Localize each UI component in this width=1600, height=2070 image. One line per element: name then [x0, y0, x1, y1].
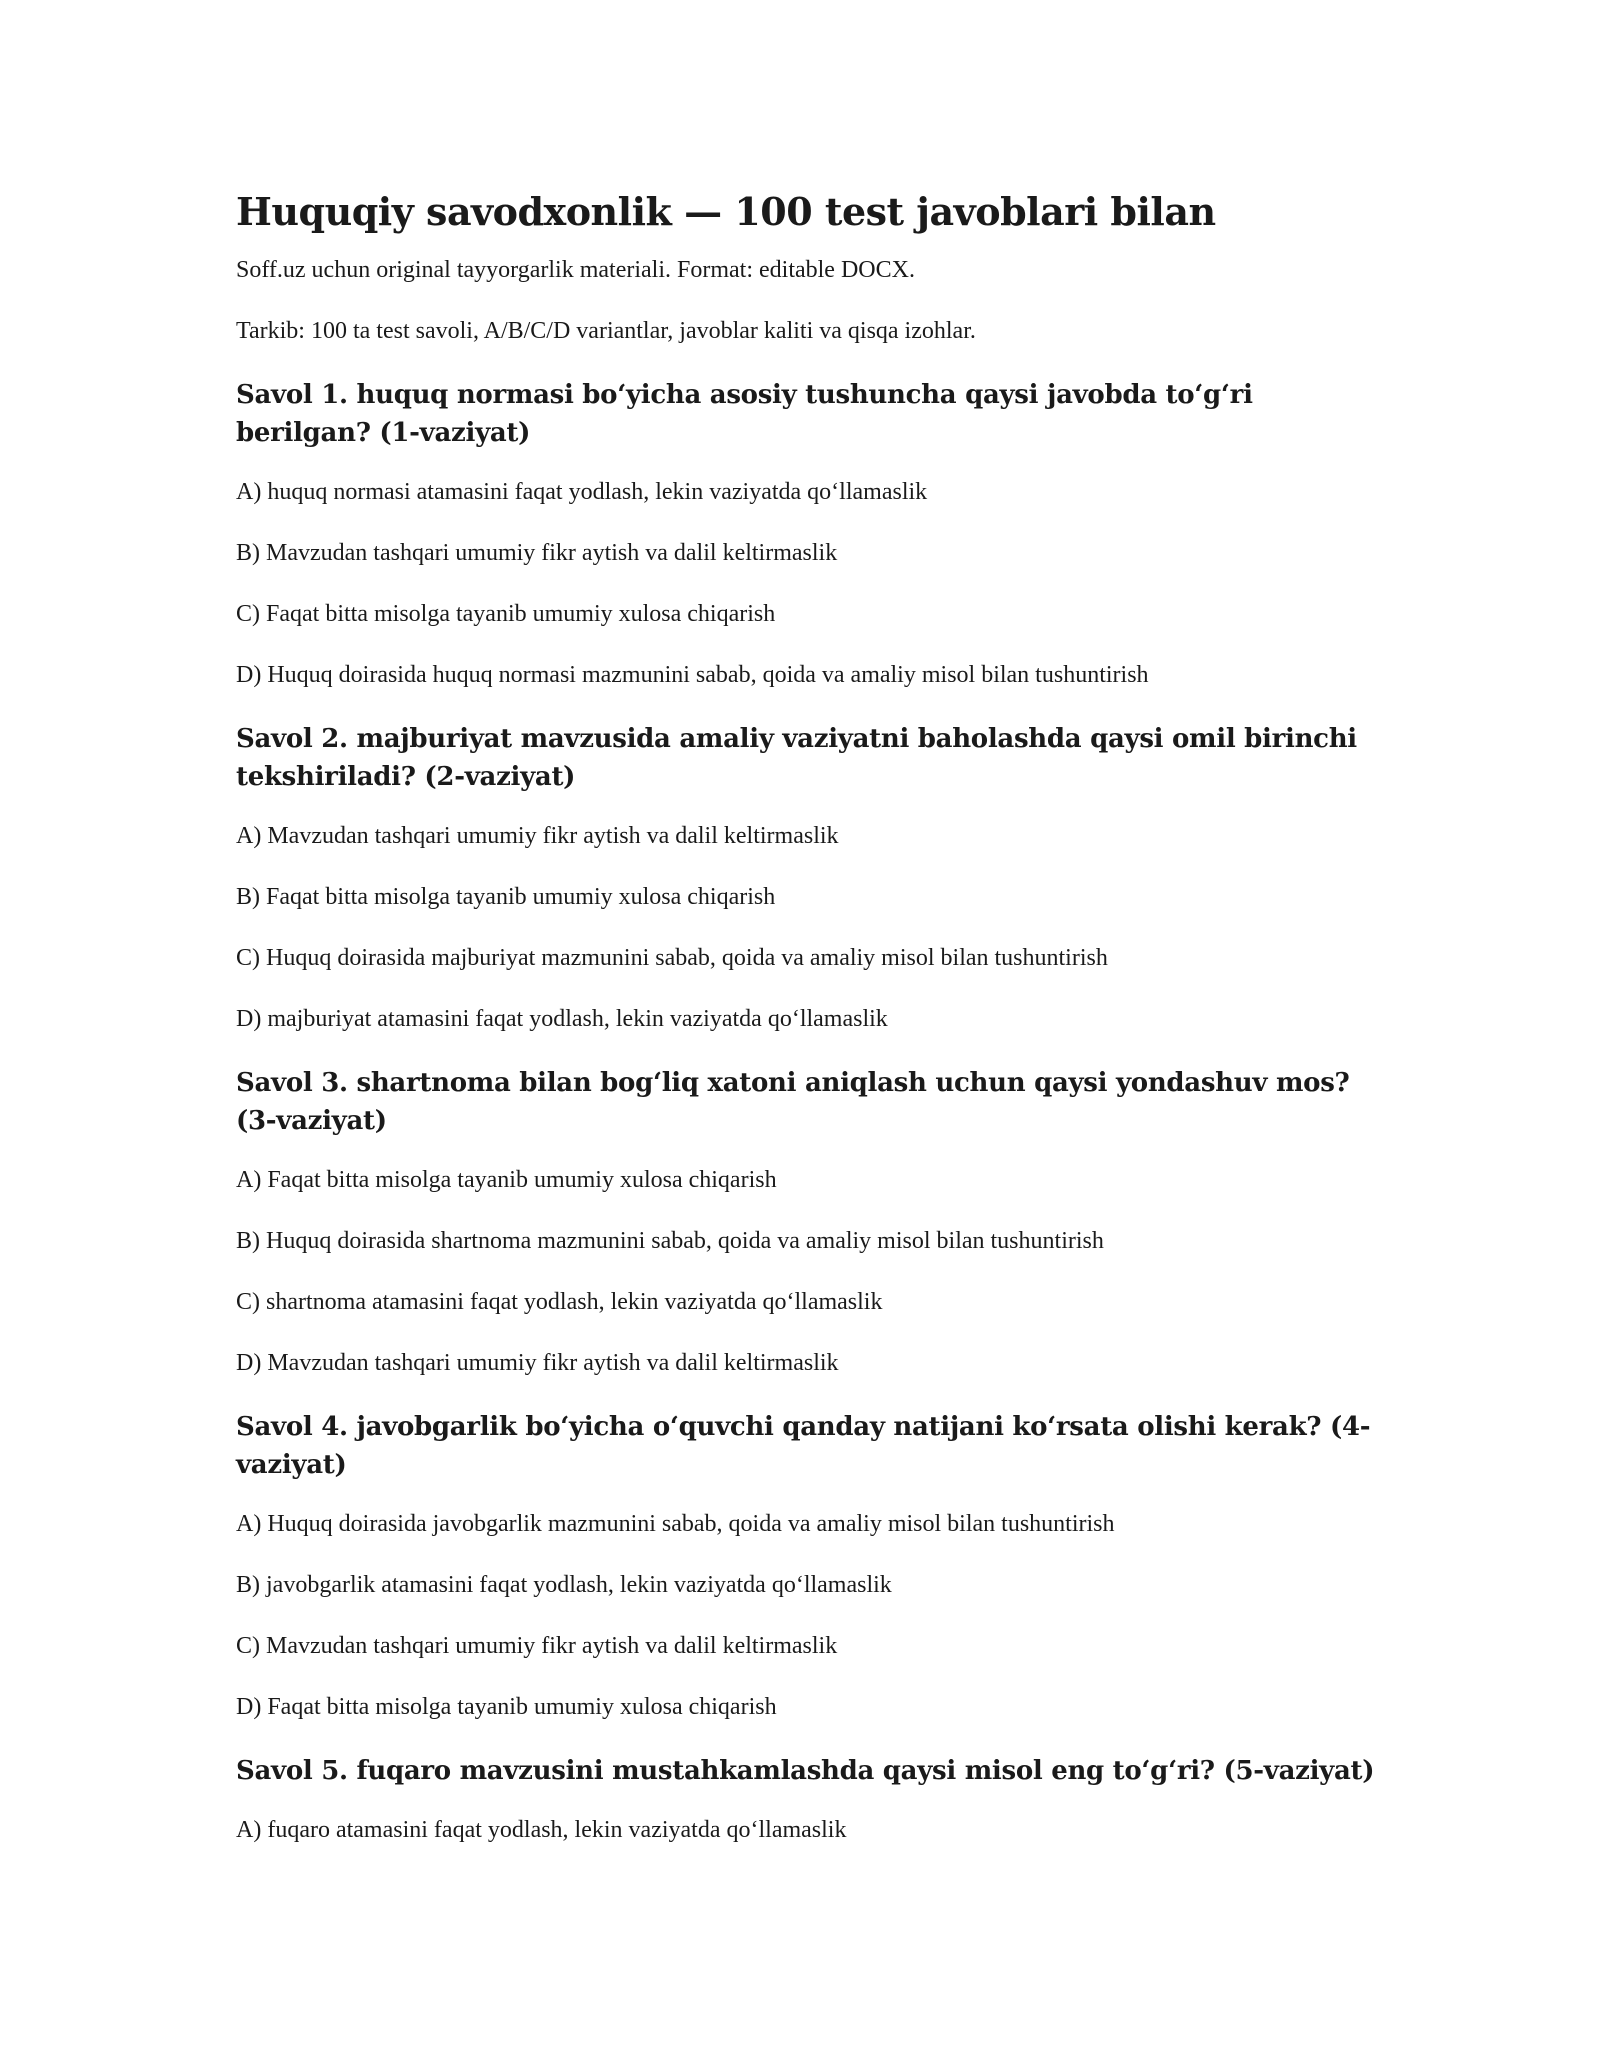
option-c: C) Huquq doirasida majburiyat mazmunini sabab, qoida va amaliy misol bilan tushuntirish: [236, 945, 1108, 971]
option-a: A) huquq normasi atamasini faqat yodlash, lekin vaziyatda qo‘llamaslik: [236, 479, 928, 505]
question-3: [236, 1064, 1376, 1379]
option-d: D) Huquq doirasida huquq normasi mazmunini sabab, qoida va amaliy misol bilan tushuntirish: [236, 662, 1149, 688]
option-b: B) Faqat bitta misolga tayanib umumiy xulosa chiqarish: [236, 884, 776, 910]
option-d: D) majburiyat atamasini faqat yodlash, lekin vaziyatda qo‘llamaslik: [236, 1006, 888, 1032]
intro-source-line: Soff.uz uchun original tayyorgarlik materiali. Format: editable DOCX.: [236, 257, 915, 283]
option-d: D) Mavzudan tashqari umumiy fikr aytish va dalil keltirmaslik: [236, 1350, 839, 1376]
option-a: A) Huquq doirasida javobgarlik mazmunini sabab, qoida va amaliy misol bilan tushuntirish: [236, 1511, 1115, 1537]
option-c: C) shartnoma atamasini faqat yodlash, lekin vaziyatda qo‘llamaslik: [236, 1289, 883, 1315]
option-c: C) Mavzudan tashqari umumiy fikr aytish va dalil keltirmaslik: [236, 1633, 838, 1659]
document-title: Huquqiy savodxonlik — 100 test javoblari bilan: [236, 189, 1216, 234]
option-a: A) fuqaro atamasini faqat yodlash, lekin vaziyatda qo‘llamaslik: [236, 1817, 847, 1843]
question-text: Savol 3. shartnoma bilan bog‘liq xatoni aniqlash uchun qaysi yondashuv mos? (3-vaziyat): [236, 1068, 1350, 1136]
question-2: [236, 720, 1376, 1035]
option-b: B) Huquq doirasida shartnoma mazmunini sabab, qoida va amaliy misol bilan tushuntirish: [236, 1228, 1104, 1254]
question-5: [236, 1752, 1376, 1846]
question-4: [236, 1408, 1376, 1723]
question-text: Savol 4. javobgarlik bo‘yicha o‘quvchi qanday natijani ko‘rsata olishi kerak? (4-vaziyat): [236, 1412, 1371, 1480]
question-text: Savol 1. huquq normasi bo‘yicha asosiy tushuncha qaysi javobda to‘g‘ri berilgan? (1-vaziyat): [236, 380, 1253, 448]
question-text: Savol 2. majburiyat mavzusida amaliy vaziyatni baholashda qaysi omil birinchi tekshiriladi? (2-vaziyat): [236, 724, 1357, 792]
option-b: B) Mavzudan tashqari umumiy fikr aytish va dalil keltirmaslik: [236, 540, 838, 566]
intro-contents-line: Tarkib: 100 ta test savoli, A/B/C/D variantlar, javoblar kaliti va qisqa izohlar.: [236, 318, 976, 344]
option-a: A) Mavzudan tashqari umumiy fikr aytish va dalil keltirmaslik: [236, 823, 839, 849]
option-b: B) javobgarlik atamasini faqat yodlash, lekin vaziyatda qo‘llamaslik: [236, 1572, 892, 1598]
question-1: [236, 376, 1376, 691]
option-c: C) Faqat bitta misolga tayanib umumiy xulosa chiqarish: [236, 601, 776, 627]
document-page: [236, 186, 1376, 1875]
option-a: A) Faqat bitta misolga tayanib umumiy xulosa chiqarish: [236, 1167, 777, 1193]
option-d: D) Faqat bitta misolga tayanib umumiy xulosa chiqarish: [236, 1694, 777, 1720]
question-text: Savol 5. fuqaro mavzusini mustahkamlashda qaysi misol eng to‘g‘ri? (5-vaziyat): [236, 1756, 1375, 1786]
